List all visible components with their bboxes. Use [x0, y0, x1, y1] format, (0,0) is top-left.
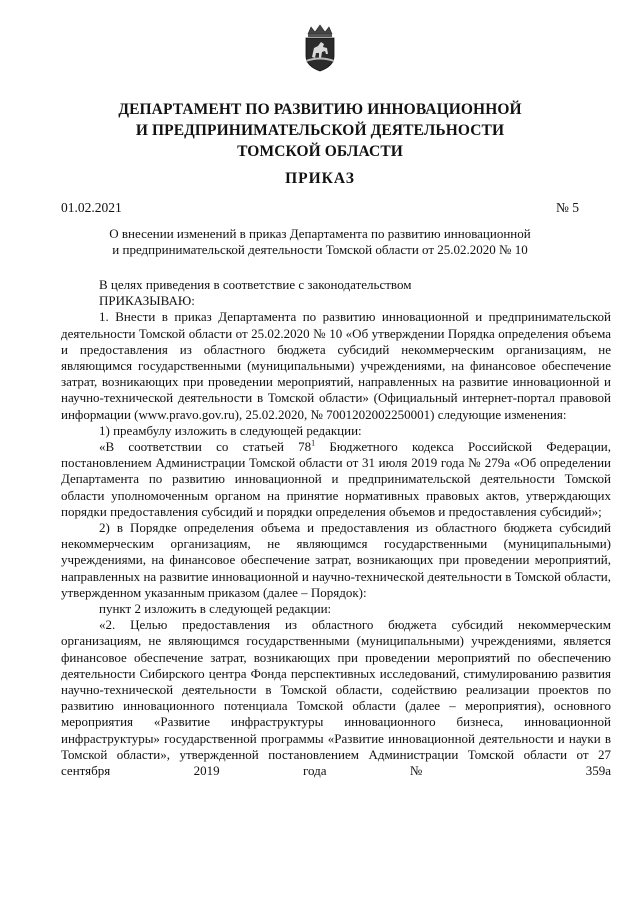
- preamble-line: В целях приведения в соответствие с законодательством: [99, 277, 412, 292]
- paragraph: 2) в Порядке определения объема и предоставления из областного бюджета субсидий некоммерческим организациям, не являющимся государственными (муниципальными) учреждениями, на финансовое обеспечение затрат, возникающих при проведении мероприятий, направленных на развитие инновационной и научно-технической деятельности в Томской области, утвержденном указанным приказом (далее – Порядок):: [61, 520, 611, 600]
- department-title-line: ДЕПАРТАМЕНТ ПО РАЗВИТИЮ ИННОВАЦИОННОЙ: [118, 101, 522, 118]
- paragraph-text: Бюджетного кодекса Российской Федерации, постановлением Администрации Томской области от 31 июля 2019 года № 279а «Об определении Департамента по развитию инновационной и предпринимательской деятельности Томской области уполномоченным органом на принятие нормативных правовых актов, утверждающих порядки предоставления субсидий и порядки определения объемов и предоставления субсидий»;: [61, 439, 611, 519]
- department-title-line: И ПРЕДПРИНИМАТЕЛЬСКОЙ ДЕЯТЕЛЬНОСТИ: [135, 122, 505, 139]
- document-body: [61, 277, 611, 779]
- department-title-line: ТОМСКОЙ ОБЛАСТИ: [237, 143, 403, 160]
- tomsk-oblast-coat-of-arms-icon: [300, 24, 340, 72]
- order-directive: ПРИКАЗЫВАЮ:: [99, 293, 195, 309]
- superscript: 1: [311, 438, 316, 448]
- paragraph: [61, 439, 611, 520]
- paragraph: 1) преамбулу изложить в следующей редакции:: [99, 422, 362, 438]
- paragraph: 1. Внести в приказ Департамента по развитию инновационной и предпринимательской деятельности Томской области от 25.02.2020 № 10 «Об утверждении Порядка определения объема и предоставления из областного бюджета субсидий некоммерческим организациям, не являющимся государственными (муниципальными) учреждениями, на финансовое обеспечение затрат, возникающих при проведении мероприятий, направленных на развитие инновационной и научно-технической деятельности в Томской области» (Официальный интернет-портал правовой информации (www.pravo.gov.ru), 25.02.2020, № 7001202002250001) следующие изменения:: [61, 309, 611, 422]
- department-title: [60, 99, 580, 162]
- subject-line: О внесении изменений в приказ Департамента по развитию инновационной: [109, 226, 531, 241]
- document-date: 01.02.2021: [61, 200, 122, 215]
- document-number: № 5: [555, 200, 579, 215]
- paragraph: пункт 2 изложить в следующей редакции:: [99, 601, 332, 617]
- paragraph: «2. Целью предоставления из областного бюджета субсидий некоммерческим организациям, не являющимся государственными (муниципальными) учреждениями, является финансовое обеспечение затрат, возникающих при проведении мероприятий по обеспечению деятельности Сибирского центра Фонда перспективных исследований, стимулированию развития научно-технической деятельности в Томской области, содействию реализации проектов по развитию инновационного потенциала Томской области (далее – мероприятия), основного мероприятия «Развитие инфраструктуры инновационного бизнеса, инновационной инфраструктуры» государственной программы «Развитие инновационной деятельности и науки в Томской области», утвержденной постановлением Администрации Томской области от 27 сентября 2019 года № 359а: [61, 617, 611, 779]
- document-type: ПРИКАЗ: [285, 170, 355, 187]
- document-subject: [80, 226, 560, 258]
- paragraph-text: «В соответствии со статьей 78: [99, 439, 312, 455]
- subject-line: и предпринимательской деятельности Томской области от 25.02.2020 № 10: [112, 242, 528, 257]
